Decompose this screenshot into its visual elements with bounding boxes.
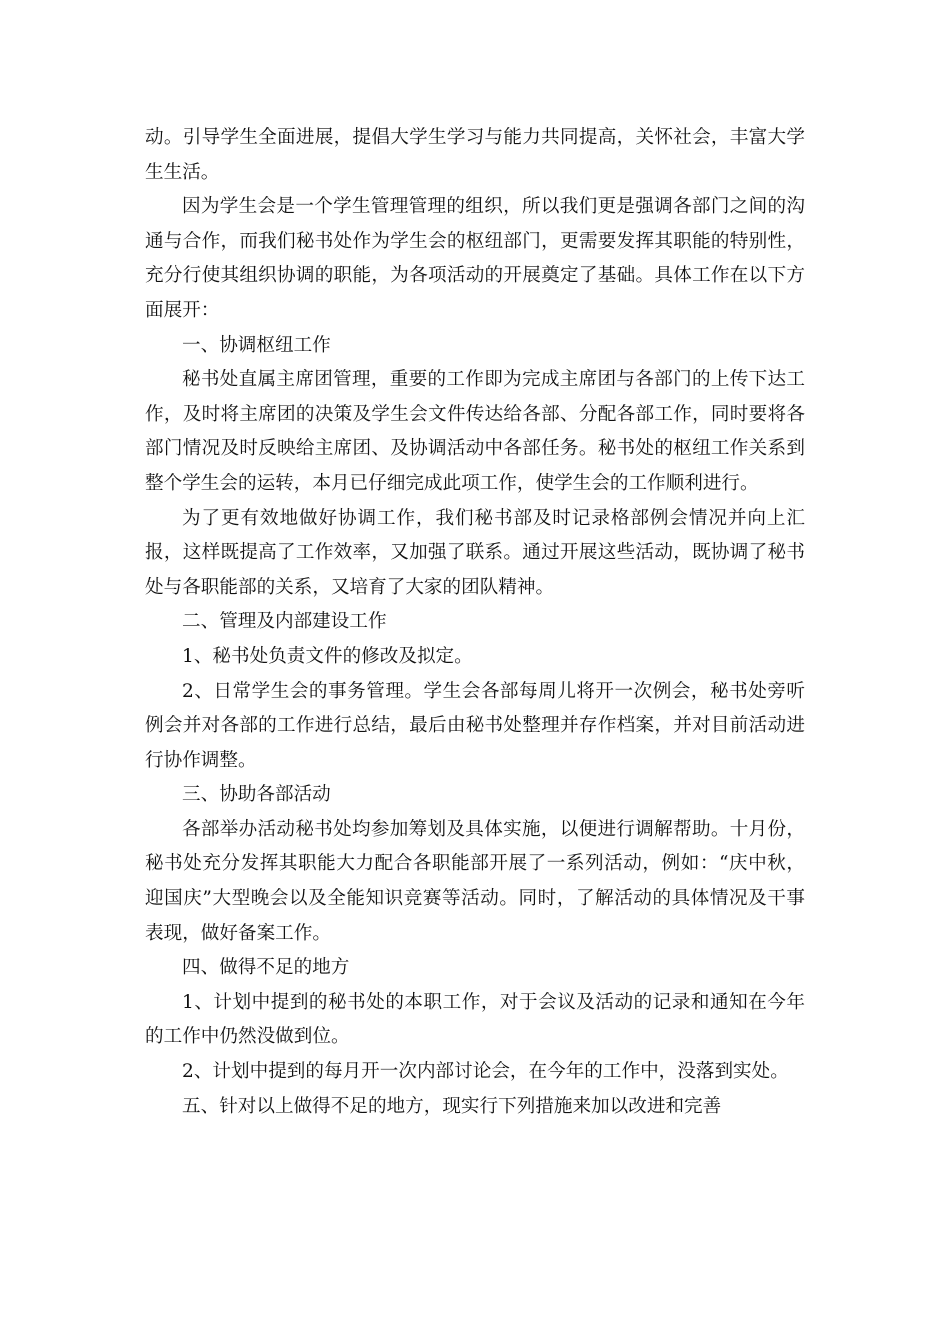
paragraph-section-3: 各部举办活动秘书处均参加筹划及具体实施，以便进行调解帮助。十月份，秘书处充分发挥其职能大力配合各职能部开展了一系列活动，例如：“庆中秋，迎国庆”大型晚会以及全能知识竞赛等活动。同时，了解活动的具体情况及干事表现，做好备案工作。 bbox=[145, 818, 805, 944]
section-heading-3: 三、协助各部活动 bbox=[182, 784, 331, 806]
list-item-4-1: 1、计划中提到的秘书处的本职工作，对于会议及活动的记录和通知在今年的工作中仍然没做到位。 bbox=[145, 991, 805, 1048]
list-item-2-2: 2、日常学生会的事务管理。学生会各部每周儿将开一次例会，秘书处旁听例会并对各部的工作进行总结，最后由秘书处整理并存作档案，并对目前活动进行协作调整。 bbox=[145, 680, 805, 771]
list-item-2-1: 1、秘书处负责文件的修改及拟定。 bbox=[182, 645, 473, 667]
paragraph-intro: 因为学生会是一个学生管理管理的组织，所以我们更是强调各部门之间的沟通与合作，而我们秘书处作为学生会的枢纽部门，更需要发挥其职能的特别性，充分行使其组织协调的职能，为各项活动的开展奠定了基础。具体工作在以下方面展开： bbox=[145, 196, 805, 321]
paragraph-section-1-b: 为了更有效地做好协调工作，我们秘书部及时记录格部例会情况并向上汇报，这样既提高了工作效率，又加强了联系。通过开展这些活动，既协调了秘书处与各职能部的关系，又培育了大家的团队精神。 bbox=[145, 507, 805, 598]
section-heading-4: 四、做得不足的地方 bbox=[182, 957, 350, 979]
list-item-4-2: 2、计划中提到的每月开一次内部讨论会，在今年的工作中，没落到实处。 bbox=[182, 1061, 789, 1083]
document-body bbox=[145, 121, 805, 1124]
section-heading-5: 五、针对以上做得不足的地方，现实行下列措施来加以改进和完善 bbox=[182, 1095, 722, 1117]
paragraph-continuation: 动。引导学生全面进展，提倡大学生学习与能力共同提高，关怀社会，丰富大学生生活。 bbox=[145, 127, 805, 183]
section-heading-1: 一、协调枢纽工作 bbox=[182, 334, 331, 356]
paragraph-section-1: 秘书处直属主席团管理，重要的工作即为完成主席团与各部门的上传下达工作，及时将主席团的决策及学生会文件传达给各部、分配各部工作，同时要将各部门情况及时反映给主席团、及协调活动中各部任务。秘书处的枢纽工作关系到整个学生会的运转，本月已仔细完成此项工作，使学生会的工作顺利进行。 bbox=[145, 369, 805, 494]
section-heading-2: 二、管理及内部建设工作 bbox=[182, 611, 387, 633]
